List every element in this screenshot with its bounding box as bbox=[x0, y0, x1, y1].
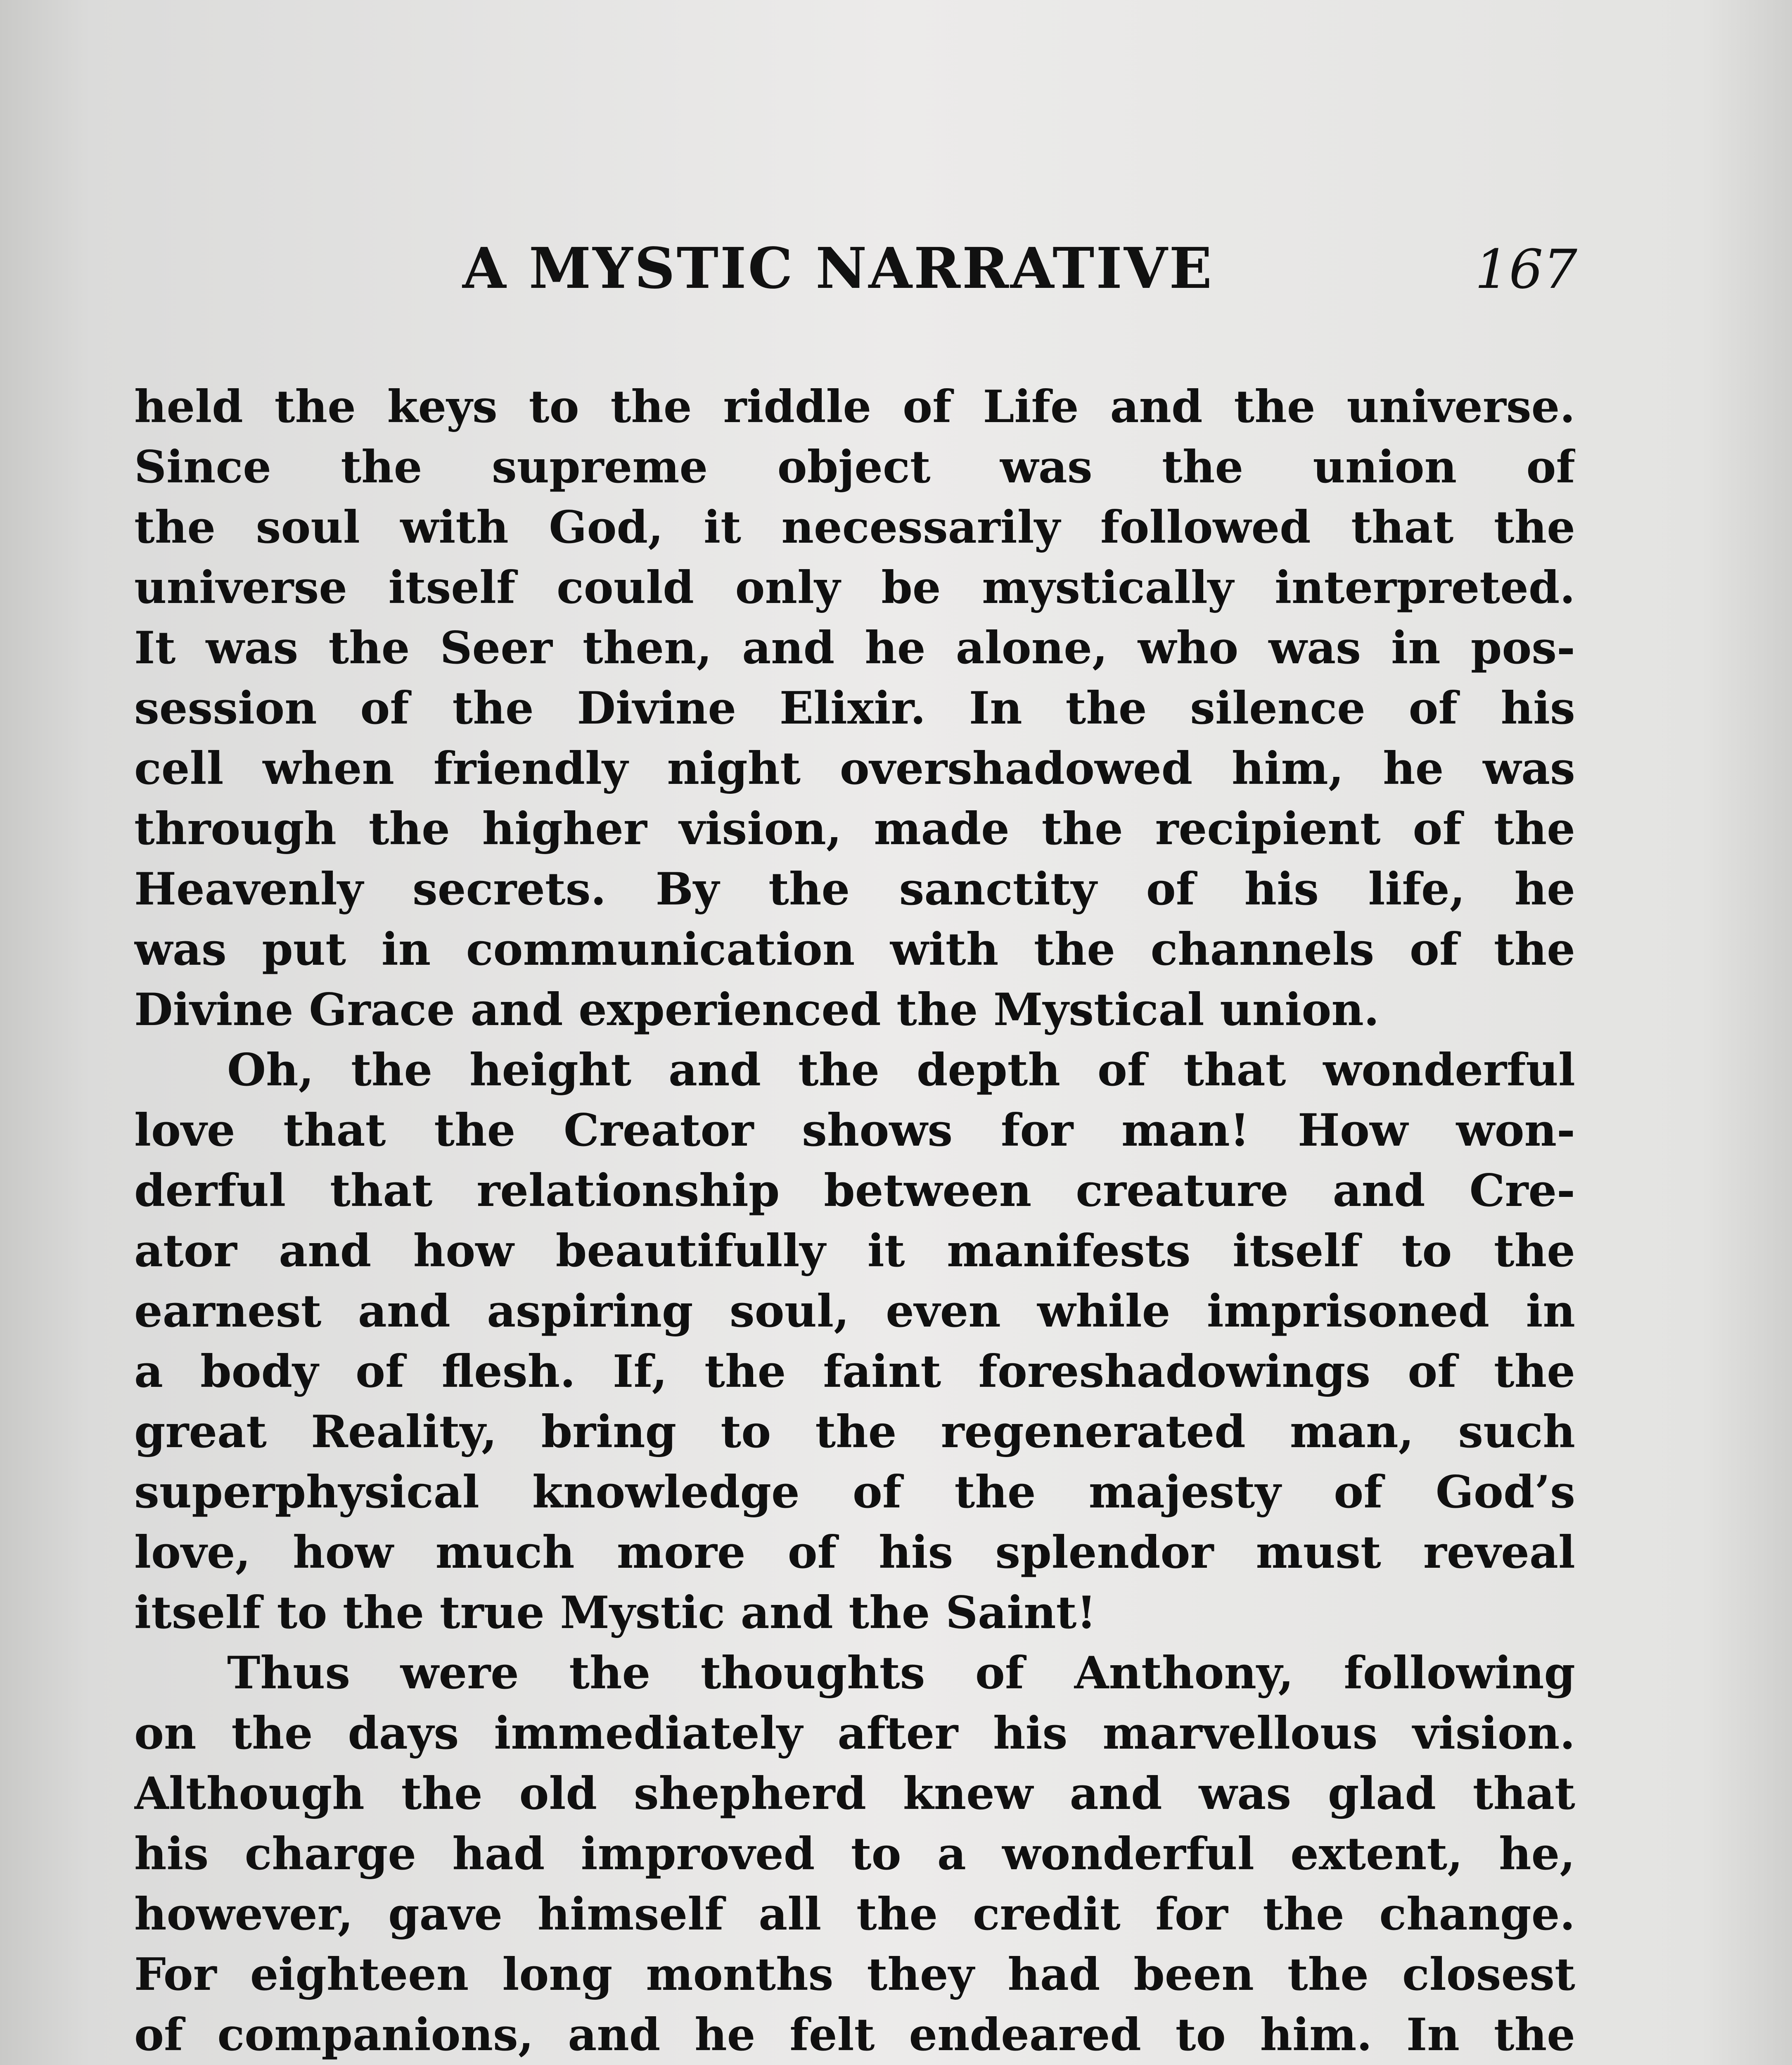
text-line: universe itself could only be mystically interpreted. bbox=[134, 562, 1575, 614]
text-line: love, how much more of his splendor must reveal bbox=[134, 1526, 1575, 1578]
text-line: great Reality, bring to the regenerated man, such bbox=[134, 1406, 1575, 1458]
text-line: superphysical knowledge of the majesty of God’s bbox=[134, 1466, 1575, 1518]
running-title: A MYSTIC NARRATIVE bbox=[462, 235, 1214, 301]
text-line: through the higher vision, made the recipient of the bbox=[134, 803, 1575, 855]
body-text bbox=[134, 377, 1575, 2065]
text-line: his charge had improved to a wonderful extent, he, bbox=[134, 1828, 1575, 1880]
text-line: session of the Divine Elixir. In the silence of his bbox=[134, 682, 1575, 734]
text-line: For eighteen long months they had been the closest bbox=[134, 1949, 1575, 2001]
text-line: Heavenly secrets. By the sanctity of his life, he bbox=[134, 863, 1575, 915]
text-line: a body of flesh. If, the faint foreshadowings of the bbox=[134, 1346, 1575, 1398]
text-line: the soul with God, it necessarily followed that the bbox=[134, 501, 1575, 553]
text-line: Thus were the thoughts of Anthony, following bbox=[227, 1647, 1575, 1699]
text-line: derful that relationship between creature and Cre- bbox=[134, 1165, 1575, 1217]
text-line: was put in communication with the channels of the bbox=[134, 923, 1575, 976]
text-line: ator and how beautifully it manifests itself to the bbox=[134, 1225, 1575, 1277]
text-line: earnest and aspiring soul, even while imprisoned in bbox=[134, 1285, 1575, 1337]
text-line: itself to the true Mystic and the Saint! bbox=[134, 1587, 1096, 1639]
page-header bbox=[132, 235, 1577, 318]
text-line: cell when friendly night overshadowed him, he was bbox=[134, 743, 1575, 795]
text-line: Divine Grace and experienced the Mystical union. bbox=[134, 984, 1380, 1036]
text-line: however, gave himself all the credit for the change. bbox=[134, 1888, 1575, 1940]
text-line: Oh, the height and the depth of that wonderful bbox=[227, 1044, 1575, 1096]
text-line: Although the old shepherd knew and was glad that bbox=[134, 1768, 1575, 1820]
page-number: 167 bbox=[1474, 238, 1577, 301]
text-line: love that the Creator shows for man! How won- bbox=[134, 1104, 1575, 1156]
text-line: It was the Seer then, and he alone, who was in pos- bbox=[134, 622, 1575, 674]
text-line: of companions, and he felt endeared to him. In the bbox=[134, 2009, 1575, 2061]
text-line: Since the supreme object was the union of bbox=[134, 441, 1575, 493]
text-line: on the days immediately after his marvellous vision. bbox=[134, 1707, 1575, 1759]
text-line: held the keys to the riddle of Life and the universe. bbox=[134, 381, 1575, 433]
